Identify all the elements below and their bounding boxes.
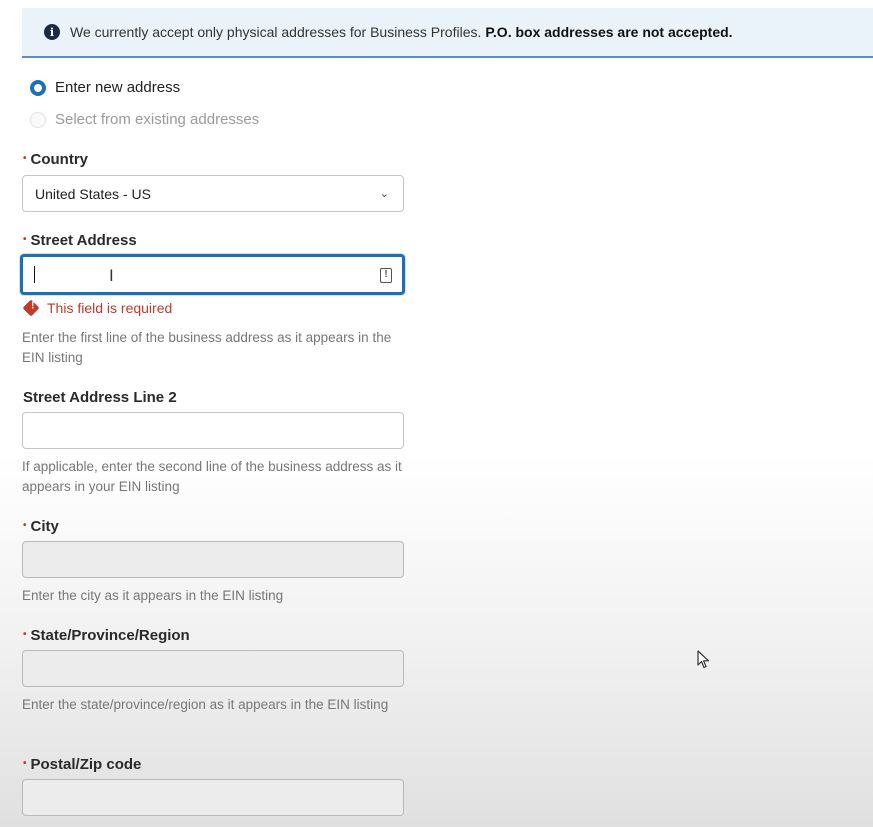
street-address-line2-help: If applicable, enter the second line of the business address as it appears in your EIN listing	[22, 459, 402, 494]
state-help: Enter the state/province/region as it appears in the EIN listing	[22, 697, 389, 712]
postal-code-input[interactable]	[22, 779, 404, 816]
state-label	[23, 627, 190, 644]
required-marker: •	[23, 234, 27, 245]
state-label-text: State/Province/Region	[30, 627, 190, 644]
country-select[interactable]	[22, 175, 404, 212]
required-marker: •	[23, 758, 27, 769]
info-icon: i	[44, 24, 60, 40]
chevron-down-icon: ⌄	[379, 188, 389, 200]
country-label	[23, 151, 88, 168]
street-address-line2-input[interactable]	[22, 412, 404, 449]
info-banner	[22, 8, 873, 58]
city-input[interactable]	[22, 541, 404, 578]
radio-unselected-icon[interactable]	[30, 112, 46, 128]
banner-bold-text: P.O. box addresses are not accepted.	[485, 24, 733, 40]
postal-code-label	[23, 756, 141, 773]
state-input[interactable]	[22, 650, 404, 687]
text-cursor-icon: I	[109, 266, 114, 285]
city-label	[23, 518, 59, 535]
street-address-error	[25, 300, 172, 316]
country-label-text: Country	[30, 151, 89, 168]
street-address-label-text: Street Address	[30, 232, 137, 249]
street-address-line2-label	[23, 389, 177, 406]
required-marker: •	[23, 153, 27, 164]
street-address-label	[23, 232, 137, 249]
field-warning-icon: !	[380, 268, 392, 283]
required-marker: •	[23, 629, 27, 640]
street-address-input[interactable]	[20, 254, 405, 295]
banner-text: We currently accept only physical addresses for Business Profiles.	[70, 24, 482, 40]
radio-label: Select from existing addresses	[55, 111, 260, 128]
required-marker: •	[23, 520, 27, 531]
error-icon: !	[23, 300, 40, 317]
country-value: United States - US	[35, 185, 151, 202]
mouse-pointer-icon	[697, 650, 711, 670]
radio-enter-new-address[interactable]	[30, 79, 180, 96]
city-label-text: City	[30, 518, 59, 535]
radio-select-existing-address[interactable]	[30, 111, 259, 128]
city-help: Enter the city as it appears in the EIN listing	[22, 588, 284, 603]
error-text: This field is required	[47, 300, 173, 316]
postal-code-label-text: Postal/Zip code	[30, 756, 142, 773]
street-address-help: Enter the first line of the business address as it appears in the EIN listing	[22, 330, 392, 365]
radio-selected-icon[interactable]	[30, 80, 46, 96]
street-address-line2-label-text: Street Address Line 2	[23, 389, 177, 406]
text-caret	[34, 266, 35, 283]
radio-label: Enter new address	[55, 79, 181, 96]
